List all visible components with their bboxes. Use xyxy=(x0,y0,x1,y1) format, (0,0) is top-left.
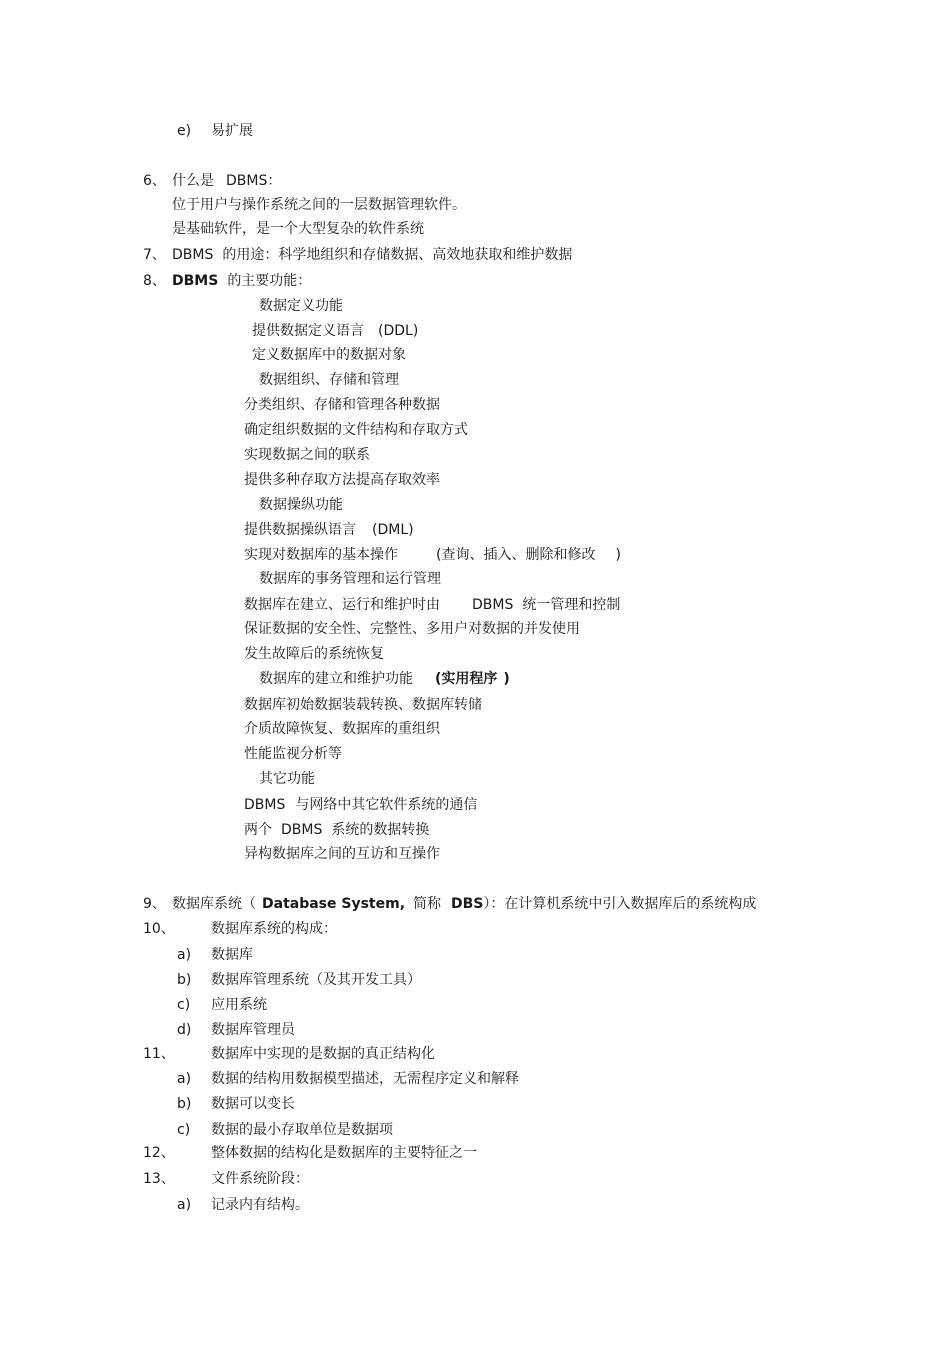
answer-line: 位于用户与操作系统之间的一层数据管理软件。 xyxy=(172,197,466,213)
list-item-text: 记录内有结构。 xyxy=(211,1197,309,1213)
function-heading: 数据操纵功能 xyxy=(259,497,343,513)
list-item-text: 数据的最小存取单位是数据项 xyxy=(211,1122,393,1138)
item-number: 10、 xyxy=(143,921,175,937)
list-marker: e) xyxy=(177,123,192,139)
item-number: 6、 xyxy=(143,173,166,189)
function-detail: 提供多种存取方法提高存取效率 xyxy=(244,472,440,488)
list-marker: d) xyxy=(177,1022,192,1038)
list-item-text: 易扩展 xyxy=(211,123,253,139)
function-heading: 数据组织、存储和管理 xyxy=(259,372,399,388)
list-marker: a) xyxy=(177,1071,192,1087)
item-text: 整体数据的结构化是数据库的主要特征之一 xyxy=(211,1145,477,1161)
function-heading: 数据库的建立和维护功能 (实用程序 ) xyxy=(259,671,510,687)
definition-line: 数据库系统（ Database System, 简称 DBS）：在计算机系统中引入数据库后的系统构成 xyxy=(172,896,757,912)
list-marker: c) xyxy=(177,997,191,1013)
function-detail: 实现对数据库的基本操作 (查询、插入、删除和修改 ) xyxy=(244,547,621,563)
function-detail: 提供数据操纵语言 (DML) xyxy=(244,522,414,538)
item-number: 13、 xyxy=(143,1171,175,1187)
function-detail: 发生故障后的系统恢复 xyxy=(244,646,384,662)
function-detail: 数据库在建立、运行和维护时由 DBMS 统一管理和控制 xyxy=(244,597,621,613)
question-text: DBMS 的用途：科学地组织和存储数据、高效地获取和维护数据 xyxy=(172,247,573,263)
function-detail: 两个 DBMS 系统的数据转换 xyxy=(244,822,430,838)
function-detail: 定义数据库中的数据对象 xyxy=(252,347,406,363)
function-detail: 实现数据之间的联系 xyxy=(244,447,370,463)
list-item-text: 应用系统 xyxy=(211,997,267,1013)
function-detail: 分类组织、存储和管理各种数据 xyxy=(244,397,440,413)
list-item-text: 数据库 xyxy=(211,947,253,963)
list-marker: b) xyxy=(177,972,192,988)
item-number: 8、 xyxy=(143,273,166,289)
function-detail: 提供数据定义语言 (DDL) xyxy=(252,323,419,339)
item-text: 数据库系统的构成： xyxy=(211,921,337,937)
function-heading: 数据库的事务管理和运行管理 xyxy=(259,571,441,587)
list-item-text: 数据可以变长 xyxy=(211,1096,295,1112)
function-detail: 数据库初始数据装载转换、数据库转储 xyxy=(244,697,482,713)
function-detail: DBMS 与网络中其它软件系统的通信 xyxy=(244,797,478,813)
list-item-text: 数据的结构用数据模型描述，无需程序定义和解释 xyxy=(211,1071,519,1087)
list-marker: a) xyxy=(177,947,192,963)
item-number: 9、 xyxy=(143,896,166,912)
list-item-text: 数据库管理员 xyxy=(211,1022,295,1038)
function-detail: 保证数据的安全性、完整性、多用户对数据的并发使用 xyxy=(244,621,580,637)
list-marker: a) xyxy=(177,1197,192,1213)
question-text: 什么是 DBMS： xyxy=(172,173,282,189)
answer-line: 是基础软件，是一个大型复杂的软件系统 xyxy=(172,221,424,237)
item-number: 12、 xyxy=(143,1145,175,1161)
list-marker: b) xyxy=(177,1096,192,1112)
function-heading: 数据定义功能 xyxy=(259,298,343,314)
function-detail: 性能监视分析等 xyxy=(244,746,342,762)
function-detail: 确定组织数据的文件结构和存取方式 xyxy=(244,422,468,438)
question-text: DBMS 的主要功能： xyxy=(172,273,312,289)
function-detail: 异构数据库之间的互访和互操作 xyxy=(244,846,440,862)
item-text: 文件系统阶段： xyxy=(211,1171,309,1187)
item-number: 11、 xyxy=(143,1046,175,1062)
function-heading: 其它功能 xyxy=(259,771,315,787)
list-item-text: 数据库管理系统（及其开发工具） xyxy=(211,972,421,988)
item-text: 数据库中实现的是数据的真正结构化 xyxy=(211,1046,435,1062)
item-number: 7、 xyxy=(143,247,166,263)
function-detail: 介质故障恢复、数据库的重组织 xyxy=(244,721,440,737)
list-marker: c) xyxy=(177,1122,191,1138)
